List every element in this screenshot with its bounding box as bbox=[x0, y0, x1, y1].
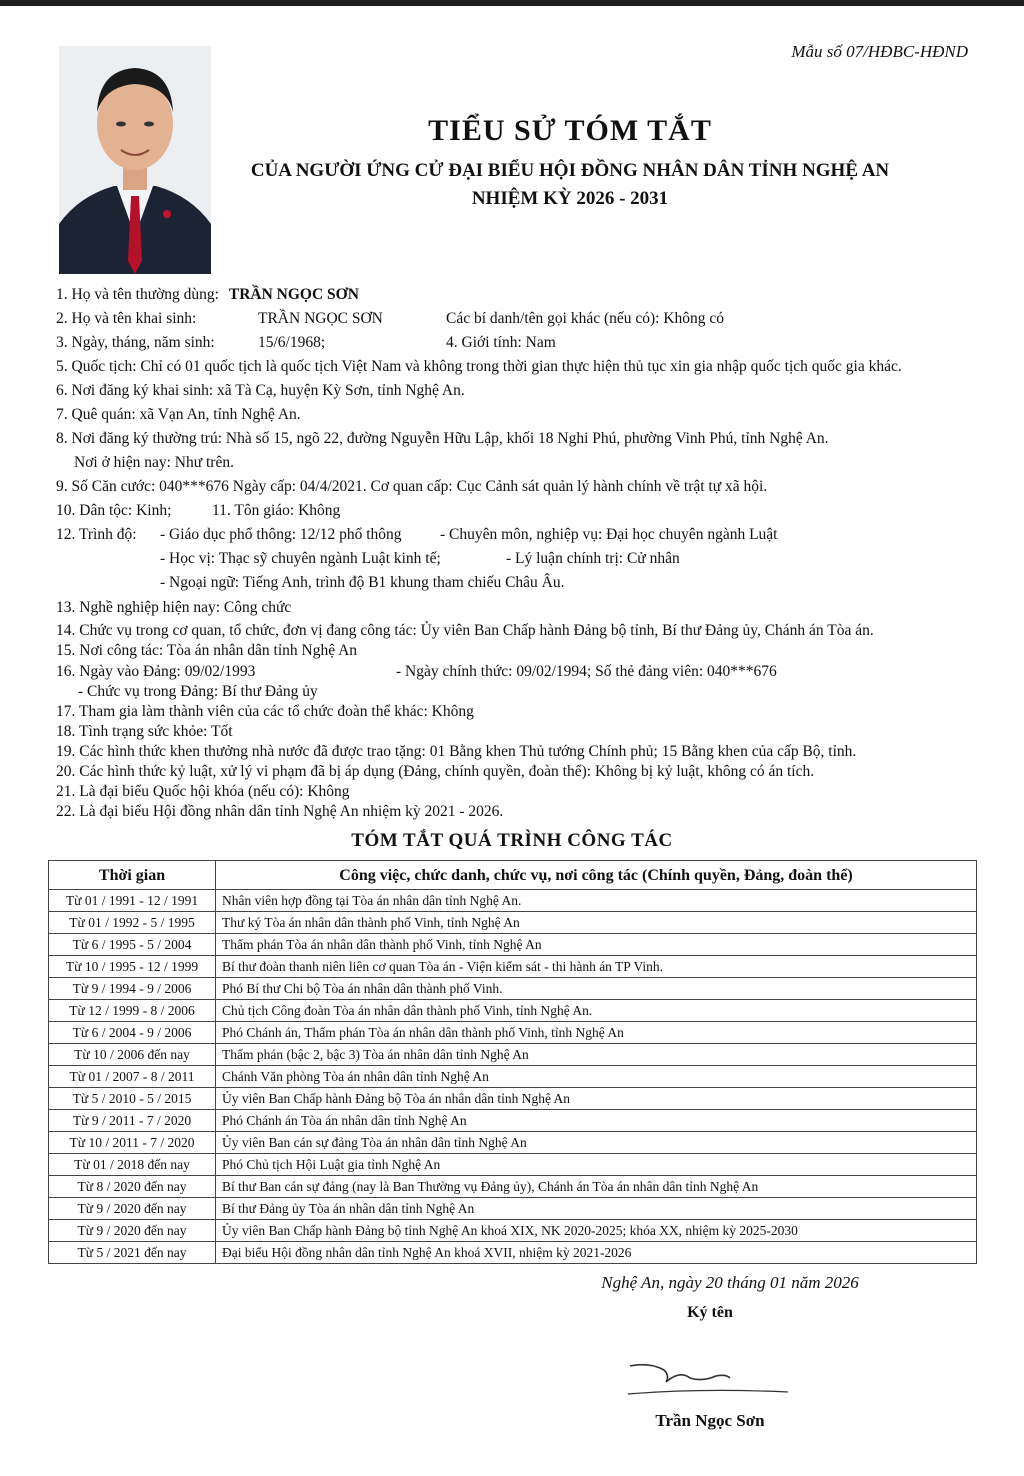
row-details: Phó Chủ tịch Hội Luật gia tỉnh Nghệ An bbox=[216, 1154, 977, 1176]
row-time: Từ 9 / 2011 - 7 / 2020 bbox=[49, 1110, 216, 1132]
table-row bbox=[49, 1044, 977, 1066]
row-time: Từ 10 / 1995 - 12 / 1999 bbox=[49, 956, 216, 978]
table-row bbox=[49, 912, 977, 934]
table-row bbox=[49, 890, 977, 912]
table-row bbox=[49, 1154, 977, 1176]
field-birth-name: 2. Họ và tên khai sinh: bbox=[56, 310, 197, 327]
field-provincial-council: 22. Là đại biểu Hội đồng nhân dân tỉnh Nghệ An nhiệm kỳ 2021 - 2026. bbox=[56, 803, 504, 820]
row-details: Ủy viên Ban Chấp hành Đảng bộ tỉnh Nghệ An khoá XIX, NK 2020-2025; khóa XX, nhiệm kỳ 2025-2030 bbox=[216, 1220, 977, 1242]
table-row bbox=[49, 1110, 977, 1132]
portrait-photo bbox=[59, 46, 211, 274]
row-time: Từ 6 / 2004 - 9 / 2006 bbox=[49, 1022, 216, 1044]
header-details: Công việc, chức danh, chức vụ, nơi công tác (Chính quyền, Đảng, đoàn thể) bbox=[216, 861, 977, 890]
field-current-residence: Nơi ở hiện nay: Như trên. bbox=[74, 454, 234, 471]
field-occupation: 13. Nghề nghiệp hiện nay: Công chức bbox=[56, 599, 292, 616]
table-header-row bbox=[49, 861, 977, 890]
table-row bbox=[49, 1088, 977, 1110]
field-birth-registration: 6. Nơi đăng ký khai sinh: xã Tà Cạ, huyện Kỳ Sơn, tỉnh Nghệ An. bbox=[56, 382, 465, 399]
field-specialty: - Chuyên môn, nghiệp vụ: Đại học chuyên ngành Luật bbox=[440, 526, 778, 543]
row-time: Từ 5 / 2010 - 5 / 2015 bbox=[49, 1088, 216, 1110]
row-time: Từ 10 / 2011 - 7 / 2020 bbox=[49, 1132, 216, 1154]
form-number: Mẫu số 07/HĐBC-HĐND bbox=[791, 42, 968, 61]
row-time: Từ 01 / 1992 - 5 / 1995 bbox=[49, 912, 216, 934]
signature-image bbox=[620, 1352, 800, 1402]
row-time: Từ 12 / 1999 - 8 / 2006 bbox=[49, 1000, 216, 1022]
work-history-rows bbox=[49, 890, 977, 1264]
field-position: 14. Chức vụ trong cơ quan, tổ chức, đơn vị đang công tác: Ủy viên Ban Chấp hành Đảng bộ tỉnh, Bí thư Đảng ủy, Chánh án Tòa án. bbox=[56, 622, 874, 639]
table-row bbox=[49, 978, 977, 1000]
row-time: Từ 9 / 2020 đến nay bbox=[49, 1198, 216, 1220]
field-alias: Các bí danh/tên gọi khác (nếu có): Không có bbox=[446, 310, 725, 327]
field-workplace: 15. Nơi công tác: Tòa án nhân dân tỉnh Nghệ An bbox=[56, 642, 358, 659]
birth-date-value: 15/6/1968; bbox=[258, 334, 326, 351]
row-details: Thư ký Tòa án nhân dân thành phố Vinh, tỉnh Nghệ An bbox=[216, 912, 977, 934]
field-ethnicity: 10. Dân tộc: Kinh; bbox=[56, 502, 172, 519]
field-party-join-date: 16. Ngày vào Đảng: 09/02/1993 bbox=[56, 663, 256, 680]
field-birth-date: 3. Ngày, tháng, năm sinh: bbox=[56, 334, 215, 351]
row-time: Từ 01 / 2018 đến nay bbox=[49, 1154, 216, 1176]
row-details: Phó Chánh án Tòa án nhân dân tỉnh Nghệ An bbox=[216, 1110, 977, 1132]
document-subtitle: CỦA NGƯỜI ỨNG CỬ ĐẠI BIỂU HỘI ĐỒNG NHÂN DÂN TỈNH NGHỆ AN bbox=[250, 160, 890, 181]
work-history-table bbox=[48, 860, 977, 1264]
field-awards: 19. Các hình thức khen thưởng nhà nước đã được trao tặng: 01 Bằng khen Thủ tướng Chính phủ; 15 Bằng khen của cấp Bộ, tỉnh. bbox=[56, 743, 857, 760]
row-details: Chánh Văn phòng Tòa án nhân dân tỉnh Nghệ An bbox=[216, 1066, 977, 1088]
field-health: 18. Tình trạng sức khỏe: Tốt bbox=[56, 723, 233, 740]
field-nationality: 5. Quốc tịch: Chỉ có 01 quốc tịch là quốc tịch Việt Nam và không trong thời gian thực hiện thủ tục xin gia nhập quốc tịch quốc gia khác. bbox=[56, 358, 902, 375]
field-common-name: 1. Họ và tên thường dùng: TRẦN NGỌC SƠN bbox=[56, 286, 359, 303]
table-row bbox=[49, 1220, 977, 1242]
row-time: Từ 9 / 2020 đến nay bbox=[49, 1220, 216, 1242]
top-border bbox=[0, 0, 1024, 6]
birth-name-value: TRẦN NGỌC SƠN bbox=[258, 310, 383, 327]
field-organizations: 17. Tham gia làm thành viên của các tổ chức đoàn thể khác: Không bbox=[56, 703, 474, 720]
row-details: Đại biểu Hội đồng nhân dân tỉnh Nghệ An khoá XVII, nhiệm kỳ 2021-2026 bbox=[216, 1242, 977, 1264]
field-foreign-language: - Ngoại ngữ: Tiếng Anh, trình độ B1 khung tham chiếu Châu Âu. bbox=[160, 574, 565, 591]
table-row bbox=[49, 934, 977, 956]
table-row bbox=[49, 1242, 977, 1264]
row-time: Từ 01 / 1991 - 12 / 1991 bbox=[49, 890, 216, 912]
field-id-card: 9. Số Căn cước: 040***676 Ngày cấp: 04/4/2021. Cơ quan cấp: Cục Cảnh sát quản lý hành chính về trật tự xã hội. bbox=[56, 478, 768, 495]
field-religion: 11. Tôn giáo: Không bbox=[212, 502, 341, 519]
field-party-position: - Chức vụ trong Đảng: Bí thư Đảng ủy bbox=[78, 683, 318, 700]
field-general-education: - Giáo dục phổ thông: 12/12 phổ thông bbox=[160, 526, 402, 543]
row-details: Ủy viên Ban Chấp hành Đảng bộ Tòa án nhân dân tỉnh Nghệ An bbox=[216, 1088, 977, 1110]
row-details: Phó Chánh án, Thẩm phán Tòa án nhân dân thành phố Vinh, tỉnh Nghệ An bbox=[216, 1022, 977, 1044]
sign-label: Ký tên bbox=[687, 1304, 733, 1321]
field-national-assembly: 21. Là đại biểu Quốc hội khóa (nếu có): Không bbox=[56, 783, 350, 800]
field-discipline: 20. Các hình thức kỷ luật, xử lý vi phạm đã bị áp dụng (Đảng, chính quyền, đoàn thể): Không bị kỷ luật, không có án tích. bbox=[56, 763, 815, 780]
row-time: Từ 01 / 2007 - 8 / 2011 bbox=[49, 1066, 216, 1088]
document-term: NHIỆM KỲ 2026 - 2031 bbox=[471, 188, 669, 209]
field-degree: - Học vị: Thạc sỹ chuyên ngành Luật kinh tế; bbox=[160, 550, 441, 567]
field-hometown: 7. Quê quán: xã Vạn An, tỉnh Nghệ An. bbox=[56, 406, 301, 423]
work-section-title: TÓM TẮT QUÁ TRÌNH CÔNG TÁC bbox=[351, 830, 673, 851]
row-details: Chủ tịch Công đoàn Tòa án nhân dân thành phố Vinh, tỉnh Nghệ An. bbox=[216, 1000, 977, 1022]
place-date: Nghệ An, ngày 20 tháng 01 năm 2026 bbox=[601, 1273, 859, 1292]
table-row bbox=[49, 1198, 977, 1220]
row-details: Bí thư Đảng ủy Tòa án nhân dân tỉnh Nghệ An bbox=[216, 1198, 977, 1220]
table-row bbox=[49, 1176, 977, 1198]
field-party-official-date: - Ngày chính thức: 09/02/1994; Số thẻ đảng viên: 040***676 bbox=[396, 663, 777, 680]
field-education-label: 12. Trình độ: bbox=[56, 526, 137, 543]
row-details: Thẩm phán Tòa án nhân dân thành phố Vinh, tỉnh Nghệ An bbox=[216, 934, 977, 956]
common-name-value: TRẦN NGỌC SƠN bbox=[228, 286, 359, 303]
field-gender: 4. Giới tính: Nam bbox=[446, 334, 556, 351]
row-time: Từ 9 / 1994 - 9 / 2006 bbox=[49, 978, 216, 1000]
table-row bbox=[49, 1000, 977, 1022]
row-details: Thẩm phán (bậc 2, bậc 3) Tòa án nhân dân tỉnh Nghệ An bbox=[216, 1044, 977, 1066]
table-row bbox=[49, 1022, 977, 1044]
document-title: TIỂU SỬ TÓM TẮT bbox=[428, 114, 712, 147]
row-details: Ủy viên Ban cán sự đảng Tòa án nhân dân tỉnh Nghệ An bbox=[216, 1132, 977, 1154]
field-political-theory: - Lý luận chính trị: Cử nhân bbox=[506, 550, 680, 567]
table-row bbox=[49, 956, 977, 978]
row-details: Nhân viên hợp đồng tại Tòa án nhân dân tỉnh Nghệ An. bbox=[216, 890, 977, 912]
row-details: Phó Bí thư Chi bộ Tòa án nhân dân thành phố Vinh. bbox=[216, 978, 977, 1000]
row-time: Từ 8 / 2020 đến nay bbox=[49, 1176, 216, 1198]
row-details: Bí thư đoàn thanh niên liên cơ quan Tòa án - Viện kiểm sát - thi hành án TP Vinh. bbox=[216, 956, 977, 978]
table-row bbox=[49, 1066, 977, 1088]
row-time: Từ 5 / 2021 đến nay bbox=[49, 1242, 216, 1264]
row-time: Từ 10 / 2006 đến nay bbox=[49, 1044, 216, 1066]
row-details: Bí thư Ban cán sự đảng (nay là Ban Thường vụ Đảng ủy), Chánh án Tòa án nhân dân tỉnh Nghệ An bbox=[216, 1176, 977, 1198]
table-row bbox=[49, 1132, 977, 1154]
header-time: Thời gian bbox=[49, 861, 216, 890]
field-permanent-residence: 8. Nơi đăng ký thường trú: Nhà số 15, ngõ 22, đường Nguyễn Hữu Lập, khối 18 Nghi Phú, phường Vinh Phú, tỉnh Nghệ An. bbox=[56, 430, 829, 447]
row-time: Từ 6 / 1995 - 5 / 2004 bbox=[49, 934, 216, 956]
signer-name: Trần Ngọc Sơn bbox=[655, 1411, 765, 1430]
